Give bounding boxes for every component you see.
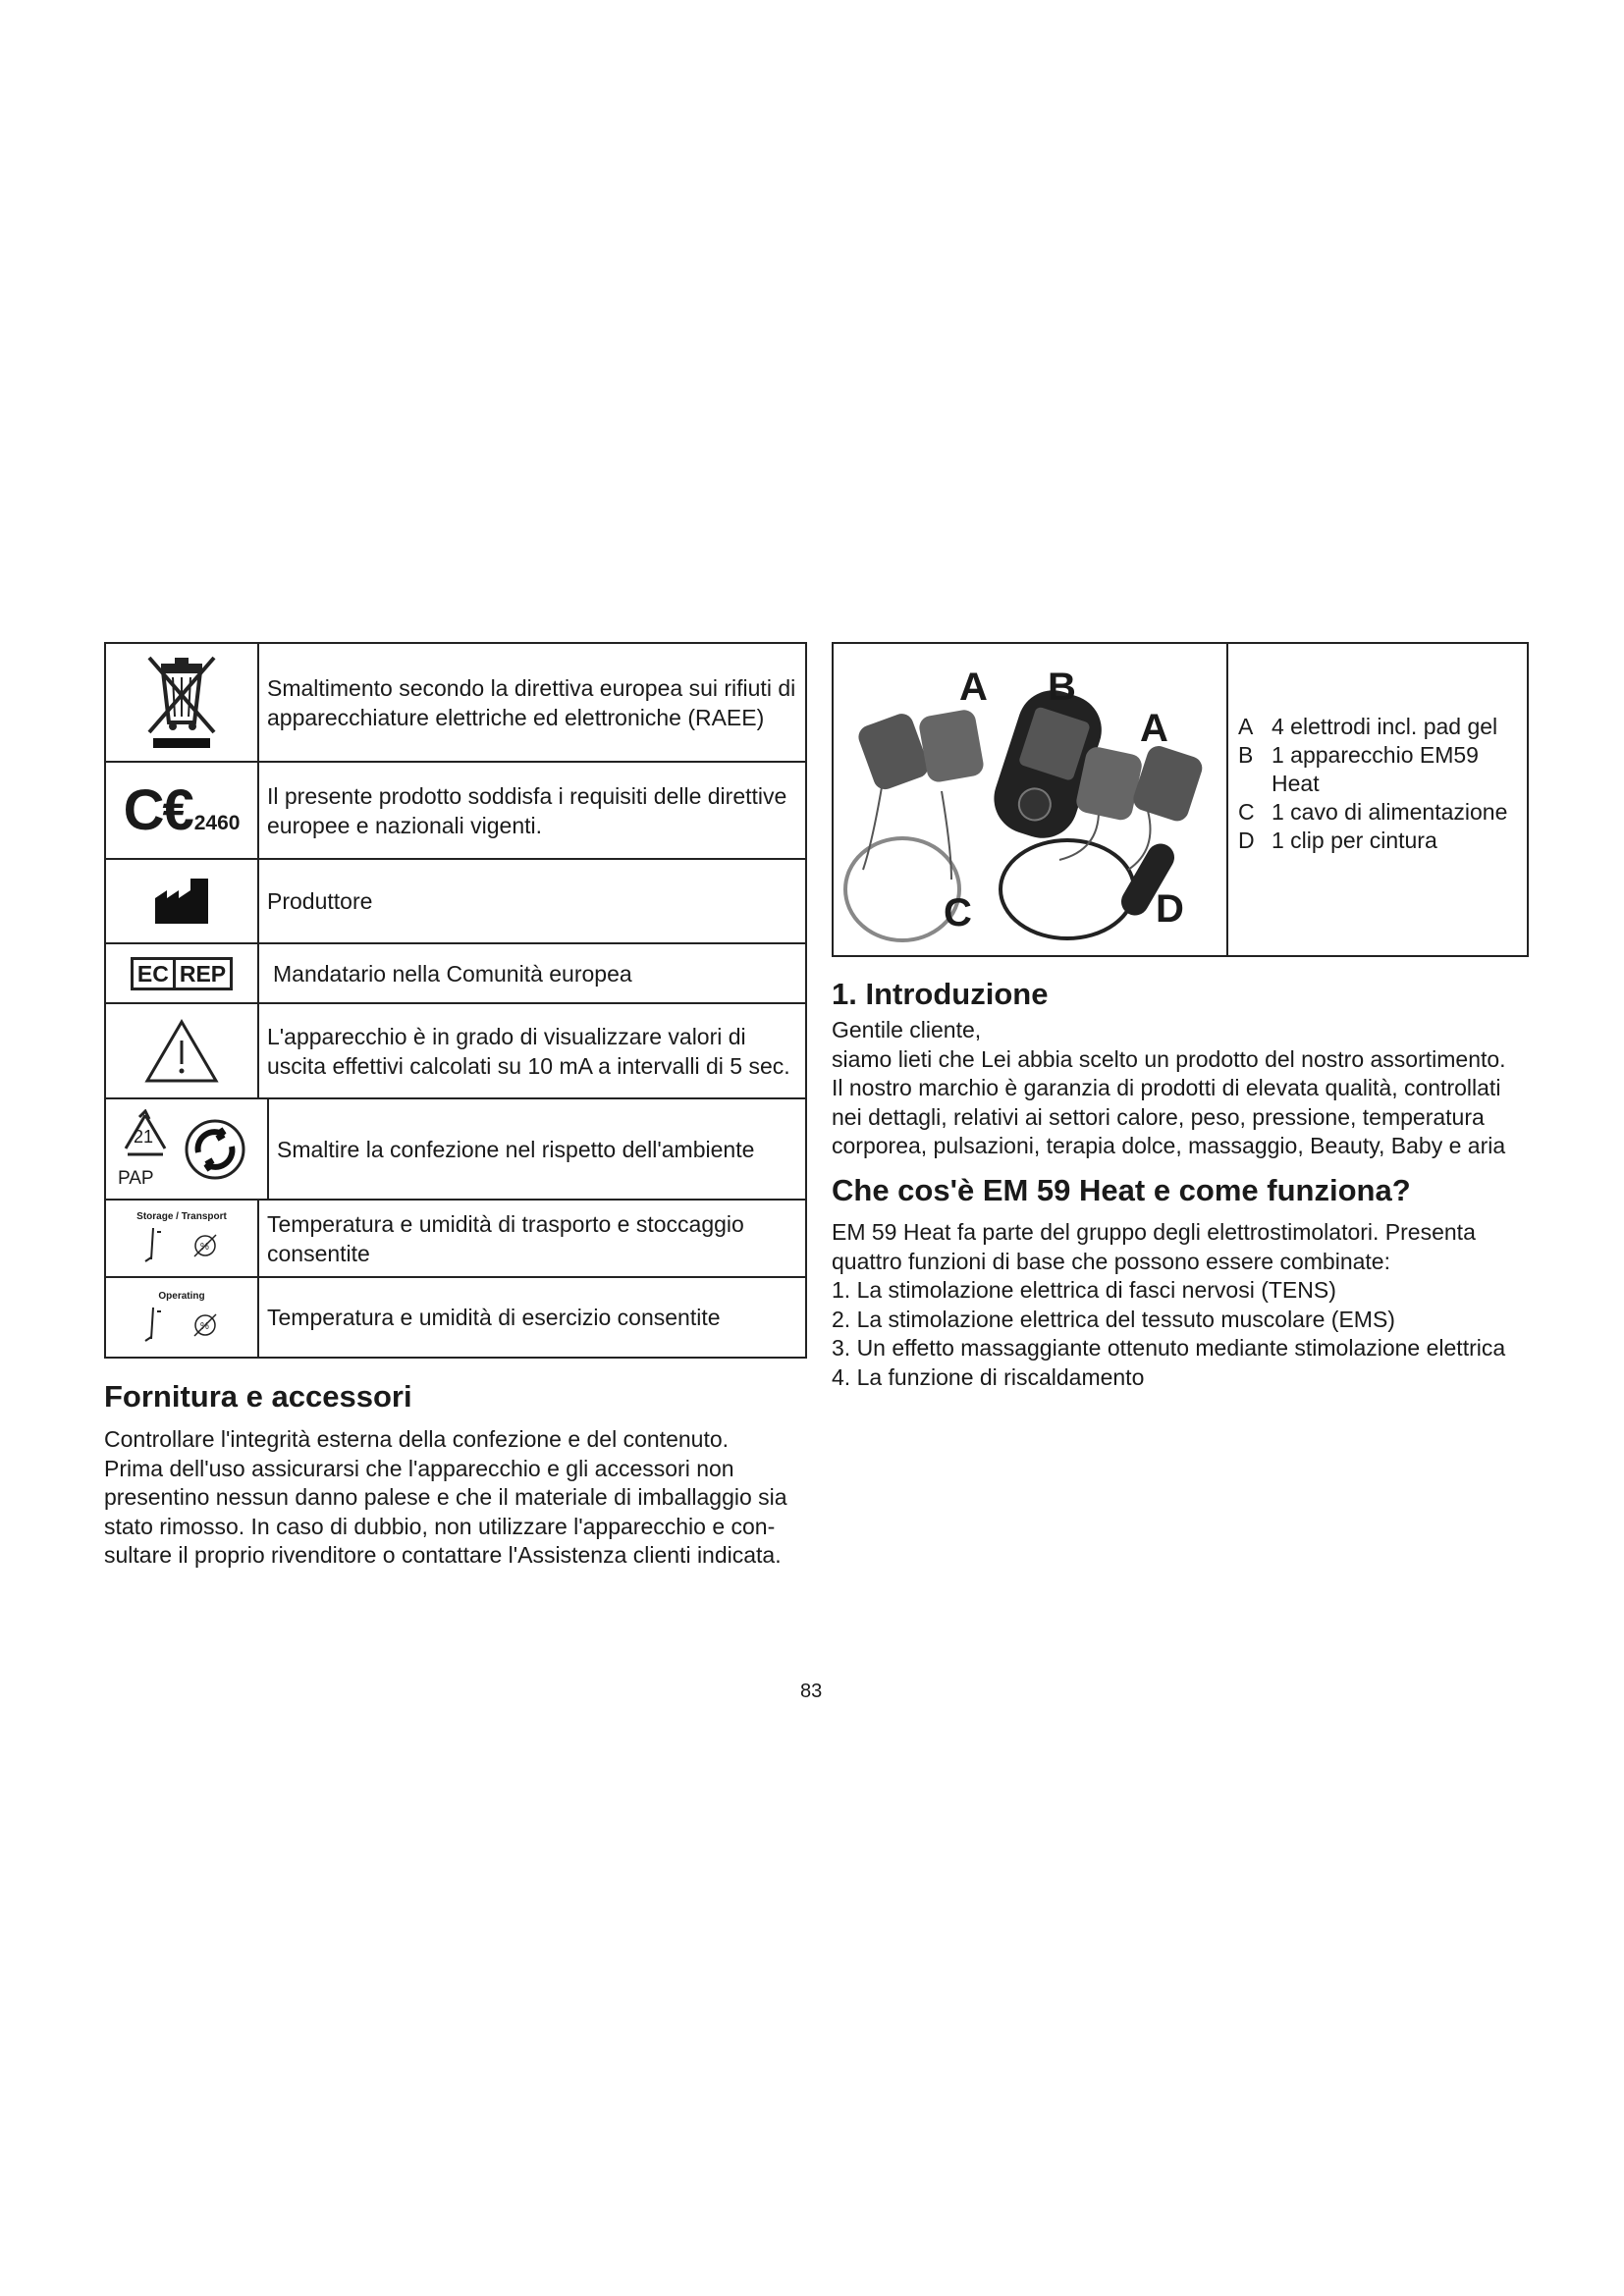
symbol-row-weee (106, 644, 805, 763)
symbol-text: Il presente prodotto soddisfa i requisiti delle direttive europee e nazionali vigenti. (267, 782, 787, 838)
symbol-text: Smaltimento secondo la direttiva europea sui rifiuti di apparecchiature elettriche ed elettroniche (RAEE) (267, 674, 796, 730)
electrode-pad (855, 711, 932, 793)
electrode-pad (1130, 743, 1205, 825)
whatis-line: 2. La stimolazione elettrica del tessuto muscolare (EMS) (832, 1306, 1395, 1332)
symbol-row-ce (106, 763, 805, 860)
symbols-table (104, 642, 807, 1359)
whatis-section (832, 1173, 1539, 1392)
humidity-percent: % (200, 1242, 209, 1253)
symbol-row-manufacturer (106, 860, 805, 944)
whatis-line: 1. La stimolazione elettrica di fasci nervosi (TENS) (832, 1277, 1336, 1303)
fornitura-line: presentino nessun danno palese e che il materiale di imballaggio sia (104, 1484, 787, 1510)
fornitura-title: Fornitura e accessori (104, 1379, 412, 1414)
ce-mark-icon (106, 763, 259, 858)
ce-mark: C€ (123, 777, 192, 842)
legend-item: D 1 clip per cintura (1238, 828, 1437, 853)
fornitura-section (104, 1379, 811, 1571)
label-b: B (1048, 666, 1076, 709)
label-d: D (1156, 887, 1184, 931)
symbol-row-recycling (106, 1099, 805, 1201)
storage-caption: Storage / Transport (136, 1211, 227, 1222)
fornitura-line: Controllare l'integrità esterna della confezione e del contenuto. (104, 1426, 730, 1452)
symbol-row-warning (106, 1004, 805, 1099)
whatis-title: Che cos'è EM 59 Heat e come funziona? (832, 1173, 1411, 1207)
intro-line: Gentile cliente, (832, 1017, 982, 1042)
symbol-text: Temperatura e umidità di trasporto e stoccaggio consentite (267, 1210, 744, 1266)
symbol-row-operating (106, 1278, 805, 1357)
ce-number: 2460 (193, 811, 241, 834)
product-illustration (834, 644, 1228, 955)
thermometer-icon (143, 1306, 163, 1345)
legend-item: C 1 cavo di alimentazione (1238, 799, 1508, 825)
page-number: 83 (800, 1681, 823, 1702)
recycle-number: 21 (134, 1126, 154, 1147)
electrode-pad (917, 708, 985, 783)
whatis-line: 3. Un effetto massaggiante ottenuto mediante stimolazione elettrica (832, 1335, 1506, 1361)
symbol-text: Mandatario nella Comunità europea (273, 960, 632, 987)
green-dot-icon (185, 1119, 245, 1180)
rep-label: REP (179, 960, 227, 987)
intro-line: siamo lieti che Lei abbia scelto un prodotto del nostro assortimento. (832, 1045, 1506, 1072)
humidity-percent: % (200, 1320, 209, 1332)
thermometer-icon (143, 1226, 163, 1265)
humidity-icon (190, 1310, 220, 1340)
whatis-line: EM 59 Heat fa parte del gruppo degli elettrostimolatori. Presenta (832, 1219, 1476, 1245)
manufacturer-icon (106, 860, 259, 942)
intro-line: Il nostro marchio è garanzia di prodotti di elevata qualità, controllati (832, 1075, 1501, 1100)
fornitura-line: stato rimosso. In caso di dubbio, non utilizzare l'apparecchio e con- (104, 1513, 776, 1539)
storage-transport-icon (106, 1201, 259, 1276)
recycling-pap-icon (106, 1099, 269, 1199)
operating-caption: Operating (158, 1290, 205, 1302)
warning-triangle-icon (106, 1004, 259, 1097)
ec-rep-icon (106, 944, 259, 1002)
operating-icon (106, 1278, 259, 1357)
label-c: C (944, 891, 972, 934)
intro-line: nei dettagli, relativi ai settori calore, peso, pressione, temperatura (832, 1103, 1485, 1130)
figure-legend (1228, 644, 1527, 955)
symbol-row-storage (106, 1201, 805, 1278)
label-a: A (1140, 707, 1168, 750)
intro-section (832, 977, 1539, 1161)
intro-title: 1. Introduzione (832, 977, 1049, 1011)
legend-item: B 1 apparecchio EM59 Heat (1238, 742, 1479, 796)
humidity-icon (190, 1231, 220, 1260)
product-figure-box (832, 642, 1529, 957)
symbol-text: Temperatura e umidità di esercizio consentite (267, 1305, 721, 1330)
intro-line: corporea, pulsazioni, terapia dolce, massaggio, Beauty, Baby e aria (832, 1133, 1506, 1158)
ec-label: EC (134, 960, 176, 988)
symbol-text: Produttore (267, 888, 373, 914)
whatis-line: 4. La funzione di riscaldamento (832, 1363, 1145, 1390)
symbol-text: L'apparecchio è in grado di visualizzare valori di uscita effettivi calcolati su 10 mA a intervalli di 5 sec. (267, 1023, 790, 1079)
fornitura-line: Prima dell'uso assicurarsi che l'apparecchio e gli accessori non (104, 1455, 734, 1481)
legend-item: A 4 elettrodi incl. pad gel (1238, 714, 1498, 739)
symbol-row-ec-rep (106, 944, 805, 1004)
weee-bin-icon (106, 644, 259, 761)
label-a: A (959, 666, 988, 709)
recycle-label: PAP (118, 1167, 154, 1189)
fornitura-line: sultare il proprio rivenditore o contattare l'Assistenza clienti indicata. (104, 1542, 782, 1568)
symbol-text: Smaltire la confezione nel rispetto dell'ambiente (277, 1136, 755, 1162)
whatis-line: quattro funzioni di base che possono essere combinate: (832, 1248, 1390, 1274)
